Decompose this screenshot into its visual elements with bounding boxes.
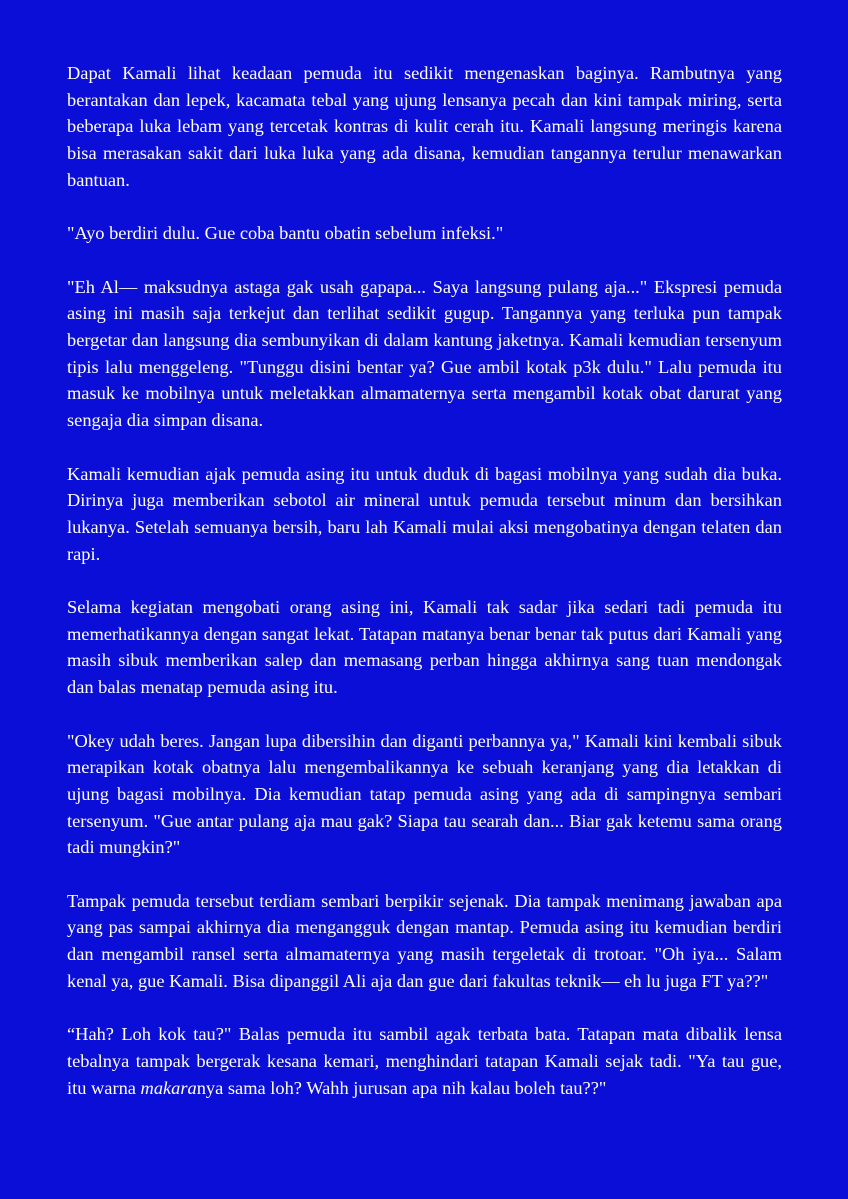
paragraph-4: Kamali kemudian ajak pemuda asing itu untuk duduk di bagasi mobilnya yang sudah dia buka. Dirinya juga memberikan sebotol air mineral untuk pemuda tersebut minum dan bersihkan lukanya. Setelah semuanya bersih, baru lah Kamali mulai aksi mengobatinya dengan telaten dan rapi. xyxy=(67,463,782,564)
paragraph-7: Tampak pemuda tersebut terdiam sembari berpikir sejenak. Dia tampak menimang jawaban apa yang pas sampai akhirnya dia mengangguk dengan mantap. Pemuda asing itu kemudian berdiri dan mengambil ransel serta almamaternya yang masih tergeletak di trotoar. "Oh iya... Salam kenal ya, gue Kamali. Bisa dipanggil Ali aja dan gue dari fakultas teknik— eh lu juga FT ya??" xyxy=(67,890,782,991)
paragraph-8 xyxy=(67,1021,782,1101)
paragraph-8-italic-word: makara xyxy=(140,1077,197,1098)
paragraph-3: "Eh Al— maksudnya astaga gak usah gapapa... Saya langsung pulang aja..." Ekspresi pemuda asing ini masih saja terkejut dan terlihat sedikit gugup. Tangannya yang terluka pun tampak bergetar dan langsung dia sembunyikan di dalam kantung jaketnya. Kamali kemudian tersenyum tipis lalu menggeleng. "Tunggu disini bentar ya? Gue ambil kotak p3k dulu." Lalu pemuda itu masuk ke mobilnya untuk meletakkan almamaternya serta mengambil kotak obat darurat yang sengaja dia simpan disana. xyxy=(67,276,782,431)
paragraph-8-start: “Hah? Loh kok tau?" Balas pemuda itu sambil agak terbata bata. Tatapan mata dibalik lensa tebalnya tampak bergerak kesana kemari, menghindari tatapan Kamali sejak tadi. "Ya tau gue, itu warna xyxy=(67,1024,782,1098)
paragraph-2: "Ayo berdiri dulu. Gue coba bantu obatin sebelum infeksi." xyxy=(67,223,504,244)
paragraph-5: Selama kegiatan mengobati orang asing ini, Kamali tak sadar jika sedari tadi pemuda itu memerhatikannya dengan sangat lekat. Tatapan matanya benar benar tak putus dari Kamali yang masih sibuk memberikan salep dan memasang perban hingga akhirnya sang tuan mendongak dan balas menatap pemuda asing itu. xyxy=(67,597,782,698)
paragraph-8-end: nya sama loh? Wahh jurusan apa nih kalau boleh tau??" xyxy=(196,1077,607,1098)
paragraph-6: "Okey udah beres. Jangan lupa dibersihin dan diganti perbannya ya," Kamali kini kembali sibuk merapikan kotak obatnya lalu mengembalikannya ke sebuah keranjang yang dia letakkan di ujung bagasi mobilnya. Dia kemudian tatap pemuda asing yang ada di sampingnya sembari tersenyum. "Gue antar pulang aja mau gak? Siapa tau searah dan... Biar gak ketemu sama orang tadi mungkin?" xyxy=(67,730,782,858)
paragraph-1: Dapat Kamali lihat keadaan pemuda itu sedikit mengenaskan baginya. Rambutnya yang berantakan dan lepek, kacamata tebal yang ujung lensanya pecah dan kini tampak miring, serta beberapa luka lebam yang tercetak kontras di kulit cerah itu. Kamali langsung meringis karena bisa merasakan sakit dari luka luka yang ada disana, kemudian tangannya terulur menawarkan bantuan. xyxy=(67,63,782,190)
story-page xyxy=(67,60,782,1101)
